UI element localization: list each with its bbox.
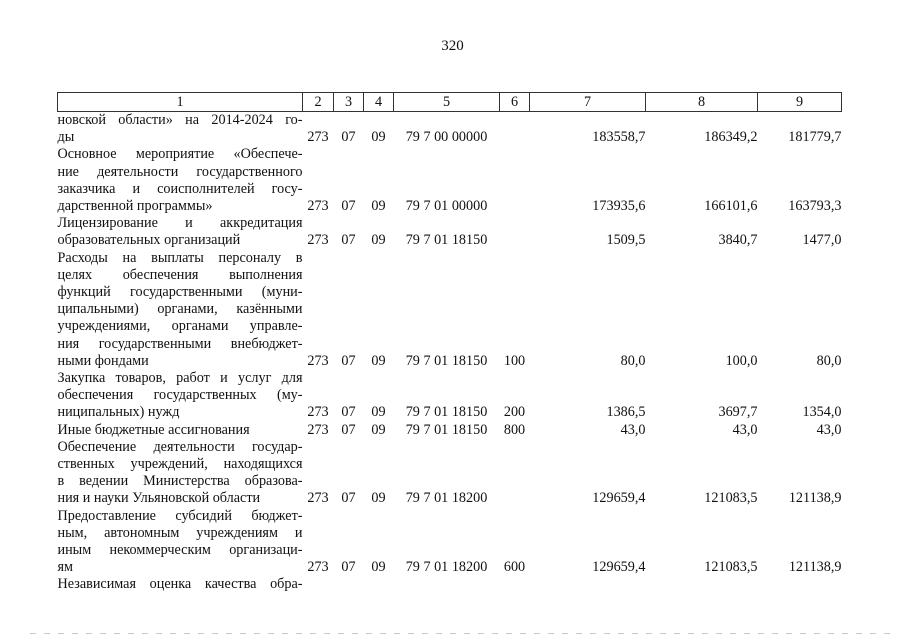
column-header: 7 xyxy=(530,93,646,112)
row-name-line: Лицензирование и аккредитация xyxy=(57,215,303,232)
cell-expense-type xyxy=(500,439,530,508)
row-name-line: ям xyxy=(57,559,74,576)
cell-admin-code: 273 xyxy=(307,232,329,249)
row-name-line: учреждениями, органами управле- xyxy=(57,318,303,335)
row-name-line: ды xyxy=(57,129,75,146)
column-header: 5 xyxy=(394,93,500,112)
cell-amount-year1: 1509,5 xyxy=(606,232,646,249)
cell-admin-code: 273 xyxy=(307,198,329,215)
cell-amount-year2: 100,0 xyxy=(725,352,758,369)
cell-subsection xyxy=(364,576,394,593)
cell-expense-type xyxy=(500,576,530,593)
scan-edge-artifact xyxy=(30,633,890,634)
table-row xyxy=(58,576,842,593)
cell-expense-type: 600 xyxy=(503,559,526,576)
table-row xyxy=(58,422,842,439)
row-name-line: в ведении Министерства образова- xyxy=(57,473,303,490)
cell-expense-type xyxy=(500,215,530,249)
row-name-line: ственных учреждений, находящихся xyxy=(57,456,303,473)
cell-expense-type: 800 xyxy=(503,421,526,438)
column-header: 9 xyxy=(758,93,842,112)
cell-section: 07 xyxy=(341,352,356,369)
row-name xyxy=(58,250,303,370)
cell-target-article: 79 7 00 00000 xyxy=(405,129,488,146)
cell-target-article: 79 7 01 18150 xyxy=(405,404,488,421)
cell-amount-year2: 121083,5 xyxy=(704,490,758,507)
cell-section xyxy=(334,576,364,593)
cell-amount-year2: 43,0 xyxy=(732,421,758,438)
cell-amount-year2: 166101,6 xyxy=(704,198,758,215)
cell-subsection: 09 xyxy=(371,404,386,421)
row-name xyxy=(58,215,303,249)
row-name xyxy=(58,439,303,508)
row-name-line: целях обеспечения выполнения xyxy=(57,266,303,283)
budget-table xyxy=(57,92,842,594)
row-name-line: Основное мероприятие «Обеспече- xyxy=(57,146,303,163)
page-number: 320 xyxy=(441,38,464,54)
cell-admin-code: 273 xyxy=(307,352,329,369)
cell-section: 07 xyxy=(341,129,356,146)
cell-target-article xyxy=(394,576,500,593)
cell-section: 07 xyxy=(341,232,356,249)
cell-amount-year2: 3840,7 xyxy=(718,232,758,249)
table-row xyxy=(58,250,842,370)
cell-amount-year2: 121083,5 xyxy=(704,559,758,576)
table-row xyxy=(58,439,842,508)
row-name-line: ние деятельности государственного xyxy=(57,163,303,180)
cell-amount-year3: 1477,0 xyxy=(802,232,842,249)
row-name-line: Расходы на выплаты персоналу в xyxy=(57,249,303,266)
table-row xyxy=(58,370,842,422)
cell-amount-year1: 43,0 xyxy=(620,421,646,438)
column-header: 1 xyxy=(58,93,303,112)
cell-amount-year3: 121138,9 xyxy=(788,559,842,576)
cell-admin-code: 273 xyxy=(307,421,329,438)
cell-section: 07 xyxy=(341,421,356,438)
row-name-line: ния государственными внебюджет- xyxy=(57,335,303,352)
row-name-line: иным некоммерческим организаци- xyxy=(57,542,303,559)
cell-amount-year1: 173935,6 xyxy=(592,198,646,215)
cell-expense-type xyxy=(500,146,530,215)
cell-target-article: 79 7 01 18150 xyxy=(405,421,488,438)
cell-subsection: 09 xyxy=(371,490,386,507)
table-row xyxy=(58,146,842,215)
cell-amount-year1: 1386,5 xyxy=(606,404,646,421)
cell-target-article: 79 7 01 00000 xyxy=(405,198,488,215)
row-name xyxy=(58,146,303,215)
column-header: 4 xyxy=(364,93,394,112)
row-name-line: дарственной программы» xyxy=(57,198,213,215)
row-name-line: заказчика и соисполнителей госу- xyxy=(57,180,303,197)
cell-amount-year1: 129659,4 xyxy=(592,559,646,576)
cell-admin-code: 273 xyxy=(307,129,329,146)
row-name xyxy=(58,422,303,439)
cell-subsection: 09 xyxy=(371,129,386,146)
row-name-line: новской области» на 2014-2024 го- xyxy=(57,112,303,128)
cell-subsection: 09 xyxy=(371,352,386,369)
cell-target-article: 79 7 01 18150 xyxy=(405,352,488,369)
cell-subsection: 09 xyxy=(371,232,386,249)
header-row xyxy=(58,93,842,112)
cell-target-article: 79 7 01 18200 xyxy=(405,490,488,507)
cell-amount-year1: 183558,7 xyxy=(592,129,646,146)
row-name xyxy=(58,576,303,593)
column-header: 8 xyxy=(646,93,758,112)
row-name-line: ным, автономным учреждениям и xyxy=(57,524,303,541)
row-name xyxy=(58,112,303,147)
cell-section: 07 xyxy=(341,404,356,421)
cell-amount-year2 xyxy=(646,576,758,593)
cell-section: 07 xyxy=(341,198,356,215)
row-name-line: функций государственными (муни- xyxy=(57,284,303,301)
column-header: 3 xyxy=(334,93,364,112)
column-header: 6 xyxy=(500,93,530,112)
cell-amount-year1: 80,0 xyxy=(620,352,646,369)
cell-admin-code: 273 xyxy=(307,404,329,421)
cell-admin-code: 273 xyxy=(307,559,329,576)
column-header: 2 xyxy=(303,93,334,112)
row-name xyxy=(58,508,303,577)
row-name-line: ными фондами xyxy=(57,352,149,369)
cell-amount-year3: 163793,3 xyxy=(788,198,842,215)
cell-amount-year2: 3697,7 xyxy=(718,404,758,421)
cell-expense-type: 100 xyxy=(503,352,526,369)
cell-section: 07 xyxy=(341,559,356,576)
row-name-line: Закупка товаров, работ и услуг для xyxy=(57,370,303,387)
row-name-line: обеспечения государственных (му- xyxy=(57,387,303,404)
cell-amount-year3: 121138,9 xyxy=(788,490,842,507)
cell-admin-code xyxy=(303,576,334,593)
cell-amount-year3 xyxy=(758,576,842,593)
cell-target-article: 79 7 01 18200 xyxy=(405,559,488,576)
cell-subsection: 09 xyxy=(371,198,386,215)
table-row xyxy=(58,112,842,147)
cell-target-article: 79 7 01 18150 xyxy=(405,232,488,249)
row-name-line: образовательных организаций xyxy=(57,232,241,249)
table-row xyxy=(58,508,842,577)
cell-subsection: 09 xyxy=(371,421,386,438)
row-name-line: ципальными) органами, казёнными xyxy=(57,301,303,318)
cell-amount-year1: 129659,4 xyxy=(592,490,646,507)
cell-amount-year2: 186349,2 xyxy=(704,129,758,146)
row-name-line: ния и науки Ульяновской области xyxy=(57,490,261,507)
row-name-line: ниципальных) нужд xyxy=(57,404,180,421)
cell-amount-year3: 1354,0 xyxy=(802,404,842,421)
cell-subsection: 09 xyxy=(371,559,386,576)
cell-amount-year1 xyxy=(530,576,646,593)
cell-amount-year3: 43,0 xyxy=(816,421,842,438)
cell-amount-year3: 181779,7 xyxy=(788,129,842,146)
table-row xyxy=(58,215,842,249)
row-name-line: Независимая оценка качества обра- xyxy=(57,576,303,593)
cell-admin-code: 273 xyxy=(307,490,329,507)
cell-amount-year3: 80,0 xyxy=(816,352,842,369)
row-name-line: Предоставление субсидий бюджет- xyxy=(57,507,303,524)
row-name-line: Обеспечение деятельности государ- xyxy=(57,438,303,455)
row-name-line: Иные бюджетные ассигнования xyxy=(57,421,250,438)
cell-section: 07 xyxy=(341,490,356,507)
cell-expense-type xyxy=(500,112,530,147)
cell-expense-type: 200 xyxy=(503,404,526,421)
row-name xyxy=(58,370,303,422)
